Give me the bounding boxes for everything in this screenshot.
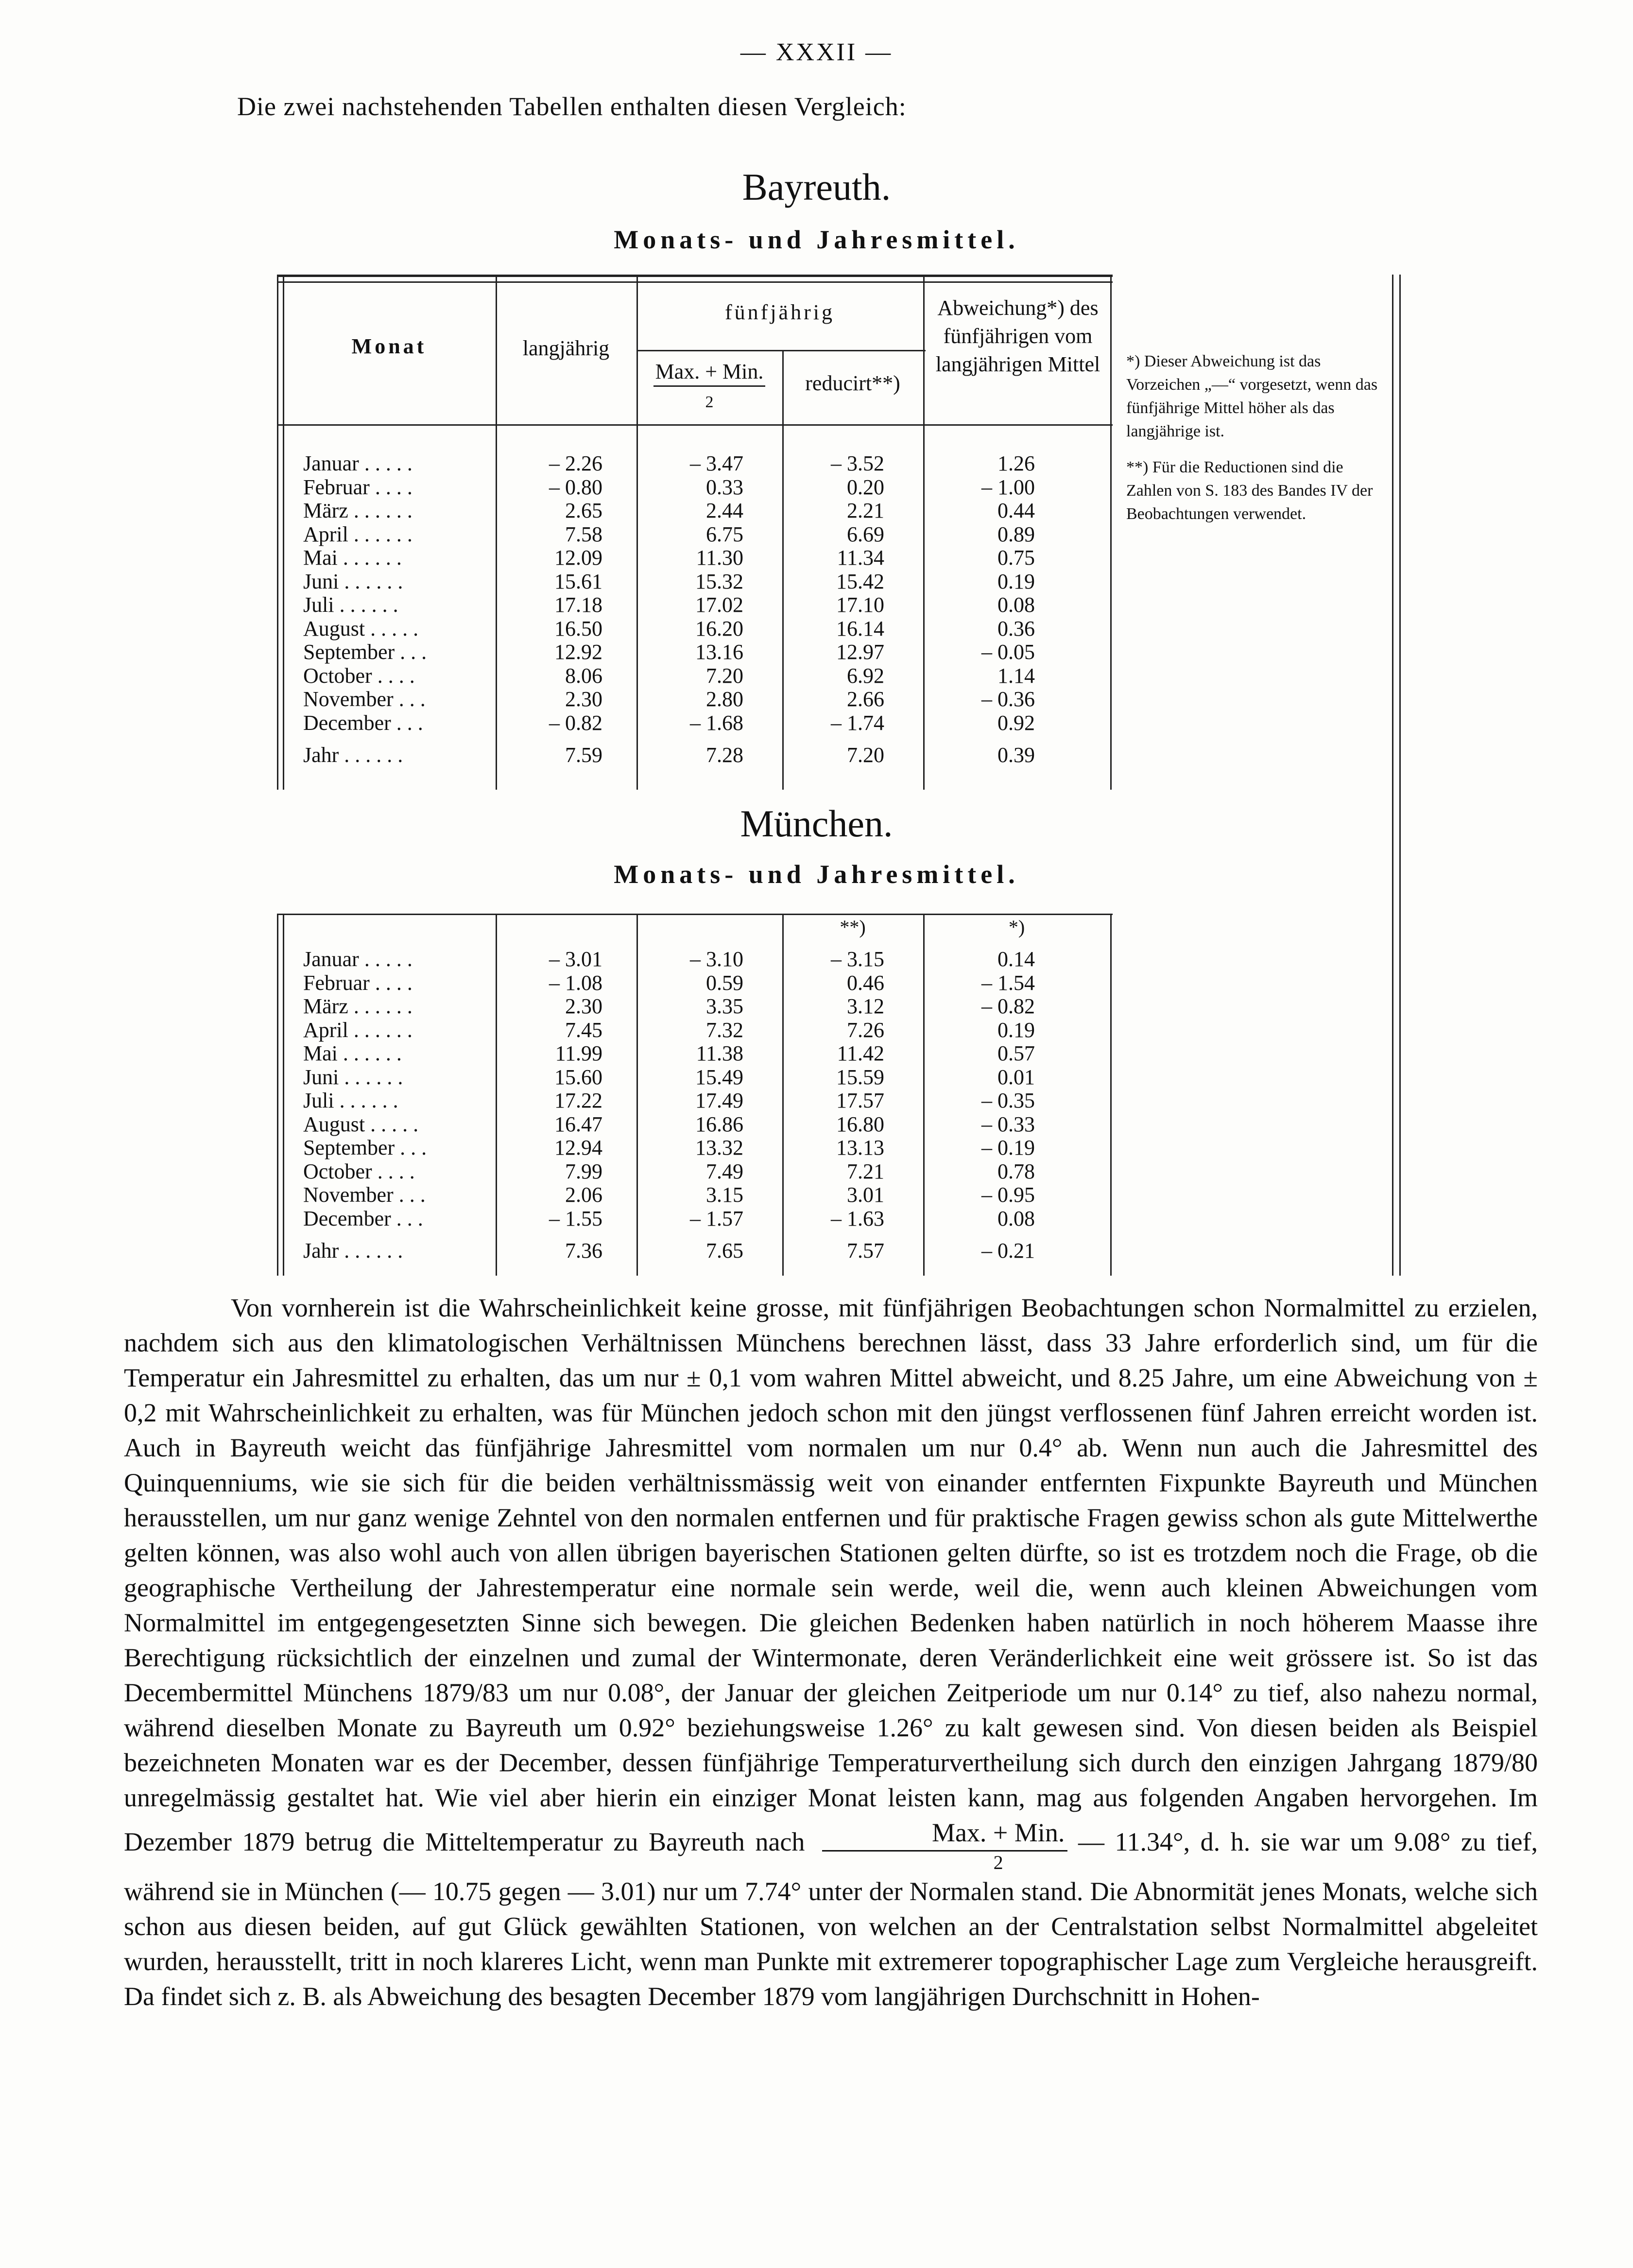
header-fuenfjaehrig: fünfjährig [725, 300, 835, 324]
cell-abweichung: 0.78 [997, 1159, 1035, 1183]
cell-langjaehrig: – 0.82 [549, 710, 602, 735]
table-row [277, 948, 1113, 971]
cell-maxmin: 0.59 [706, 970, 743, 995]
cell-langjaehrig: 12.09 [554, 546, 602, 570]
cell-abweichung: 0.57 [997, 1041, 1035, 1065]
cell-abweichung: 1.26 [997, 451, 1035, 475]
cell-abweichung: – 0.95 [981, 1183, 1035, 1207]
cell-maxmin: 7.32 [706, 1018, 743, 1042]
cell-abweichung: – 0.35 [981, 1089, 1035, 1112]
cell-reducirt: 7.20 [847, 743, 884, 767]
cell-reducirt: 13.13 [836, 1136, 884, 1160]
cell-month: Mai . . . . . . [303, 1041, 402, 1065]
cell-abweichung: – 0.33 [981, 1112, 1035, 1136]
cell-maxmin: 7.65 [706, 1239, 743, 1263]
frame-line [1392, 275, 1393, 1276]
cell-langjaehrig: – 1.08 [549, 970, 602, 995]
table-row [277, 1042, 1113, 1065]
cell-maxmin: 0.33 [706, 475, 743, 499]
cell-month: Jahr . . . . . . [303, 743, 403, 767]
cell-reducirt: 3.12 [847, 994, 884, 1018]
cell-reducirt: 7.57 [847, 1239, 884, 1263]
cell-month: April . . . . . . [303, 522, 413, 546]
cell-abweichung: – 0.82 [981, 994, 1035, 1018]
body-part1: Von vornherein ist die Wahrscheinlichkeit keine grosse, mit fünfjährigen Beobachtungen schon Normalmittel zu erzielen, nachdem sich aus den klimatologischen Verhältnissen Münchens berechnen lässt, dass 33 Jahre erforderlich sind, um für die Temperatur ein Jahresmittel zu erhalten, das um nur ± 0,1 vom wahren Mittel abweicht, und 8.25 Jahre, um eine Abweichung von ± 0,2 mit Wahrscheinlichkeit zu erhalten, was für München jedoch schon mit den jüngst verflossenen fünf Jahren erreicht worden ist. Auch in Bayreuth weicht das fünfjährige Jahresmittel vom normalen um nur 0.4° ab. Wenn nun auch die Jahresmittel des Quinquenniums, wie sie sich für die beiden verhältnissmässig weit von einander entfernten Fixpunkte Bayreuth und München herausstellen, um nur ganz wenige Zehntel von den normalen entfernen und für praktische Fragen gewiss schon als gute Mittelwerthe gelten können, was also wohl auch von allen übrigen bayerischen Stationen gelten dürfte, so ist es trotzdem noch die Frage, ob die geographische Vertheilung der Jahrestemperatur eine normale sein werde, weil die, wenn auch kleinen Abweichungen vom Normalmittel im entgegengesetzten Sinne sich bewegen. Die gleichen Bedenken haben natürlich in noch höherem Maasse ihre Berechtigung rücksichtlich der einzelnen und zumal der Wintermonate, deren Veränderlichkeit eine weit grössere ist. So ist das Decembermittel Münchens 1879/83 um nur 0.08°, der Januar der gleichen Zeitperiode um nur 0.14° zu tief, also nahezu normal, während dieselben Monate zu Bayreuth um 0.92° beziehungsweise 1.26° zu kalt gewesen sind. Von diesen beiden als Beispiel bezeichneten Monaten war es der December, dessen fünfjährige Temperaturvertheilung sich durch den einzigen Jahrgang 1879/80 unregelmässig gestaltet hat. Wie viel aber hierin ein einziger Monat leisten kann, mag aus folgenden Angaben hervorgehen. Im Dezember 1879 betrug die Mitteltemperatur zu Bayreuth nach [124, 1293, 1538, 1856]
header-langjaehrig: langjährig [522, 336, 610, 360]
cell-month: September . . . [303, 640, 427, 664]
footnote-sign: *) Dieser Abweichung ist das Vorzeichen „—“ vorgesetzt, wenn das fünfjährige Mittel höher als das langjährige ist. [1126, 352, 1378, 440]
cell-abweichung: 0.75 [997, 546, 1035, 570]
cell-maxmin: 11.30 [696, 546, 743, 570]
table-row [277, 711, 1113, 735]
cell-month: Jahr . . . . . . [303, 1239, 403, 1263]
cell-maxmin: 13.32 [695, 1136, 743, 1160]
header-abweichung: Abweichung*) des fünfjährigen vom langjährigen Mittel [935, 296, 1100, 376]
cell-maxmin: 17.02 [695, 593, 743, 617]
muenchen-subtitle: Monats- und Jahresmittel. [614, 860, 1019, 889]
cell-reducirt: 17.57 [836, 1089, 884, 1112]
cell-abweichung: – 0.36 [981, 687, 1035, 711]
cell-month: August . . . . . [303, 1112, 419, 1136]
cell-langjaehrig: 2.06 [565, 1183, 602, 1207]
cell-month: December . . . [303, 710, 423, 735]
header-maxmin [639, 358, 780, 416]
cell-langjaehrig: 7.99 [565, 1159, 602, 1183]
cell-maxmin: 15.32 [695, 569, 743, 593]
cell-langjaehrig: 12.92 [554, 640, 602, 664]
cell-maxmin: 7.49 [706, 1159, 743, 1183]
frame-line [1399, 275, 1401, 1276]
cell-reducirt: – 1.63 [831, 1206, 884, 1230]
cell-maxmin: 6.75 [706, 522, 743, 546]
body-part2: — 11.34°, d. h. sie war um 9.08° zu tief, während sie in München (— 10.75 gegen — 3.01) nur um 7.74° unter der Normalen stand. Die Abnormität jenes Monats, welche sich schon aus diesen beiden, auf gut Glück gewählten Stationen, von welchen an der Centralstation selbst Normalmittel abgeleitet wurden, herausstellt, tritt in noch klareres Licht, wenn man Punkte mit extremerer topographischer Lage zum Vergleiche herausgreift. Da findet sich z. B. als Abweichung des besagten December 1879 vom langjährigen Durchschnitt in Hohen- [124, 1827, 1538, 2011]
cell-month: Juni . . . . . . [303, 1065, 403, 1089]
table-row [277, 688, 1113, 711]
cell-langjaehrig: 7.58 [565, 522, 602, 546]
cell-abweichung: 0.19 [997, 569, 1035, 593]
cell-abweichung: 0.92 [997, 710, 1035, 735]
cell-langjaehrig: 8.06 [565, 663, 602, 688]
cell-abweichung: 0.89 [997, 522, 1035, 546]
table-row [277, 476, 1113, 499]
cell-month: October . . . . [303, 1159, 415, 1183]
table-row [277, 1113, 1113, 1136]
cell-abweichung: 0.44 [997, 499, 1035, 522]
cell-langjaehrig: 2.65 [565, 499, 602, 522]
cell-abweichung: – 0.19 [981, 1136, 1035, 1160]
cell-maxmin: – 3.47 [690, 451, 743, 475]
table-row [277, 995, 1113, 1018]
cell-maxmin: – 1.57 [690, 1206, 743, 1230]
cell-month: Januar . . . . . [303, 451, 413, 475]
cell-abweichung: – 0.05 [981, 640, 1035, 664]
cell-langjaehrig: 16.47 [554, 1112, 602, 1136]
cell-maxmin: 7.28 [706, 743, 743, 767]
cell-month: October . . . . [303, 663, 415, 688]
cell-month: März . . . . . . [303, 499, 413, 522]
cell-month: Februar . . . . [303, 970, 413, 995]
cell-langjaehrig: 7.59 [565, 743, 602, 767]
table-row [277, 499, 1113, 522]
cell-month: November . . . [303, 1183, 426, 1207]
fraction-numerator: Max. + Min. [822, 1815, 1067, 1852]
cell-abweichung: 0.08 [997, 1206, 1035, 1230]
cell-maxmin: 15.49 [695, 1065, 743, 1089]
table-row [277, 570, 1113, 593]
cell-abweichung: 0.08 [997, 593, 1035, 617]
table-row [277, 617, 1113, 641]
cell-abweichung: 0.19 [997, 1018, 1035, 1042]
cell-langjaehrig: 2.30 [565, 994, 602, 1018]
side-notes [1126, 350, 1389, 538]
table-row [277, 1183, 1113, 1207]
cell-maxmin: 7.20 [706, 663, 743, 688]
cell-langjaehrig: 2.30 [565, 687, 602, 711]
header-reducirt: reducirt**) [805, 371, 900, 395]
cell-reducirt: 12.97 [836, 640, 884, 664]
cell-langjaehrig: 11.99 [555, 1041, 602, 1065]
table-row [277, 971, 1113, 995]
cell-reducirt: 0.46 [847, 970, 884, 995]
cell-langjaehrig: 7.45 [565, 1018, 602, 1042]
cell-reducirt: 0.20 [847, 475, 884, 499]
year-row [277, 1239, 1113, 1263]
cell-month: December . . . [303, 1206, 423, 1230]
cell-reducirt: 2.66 [847, 687, 884, 711]
cell-abweichung: 1.14 [997, 663, 1035, 688]
cell-reducirt: 11.34 [837, 546, 884, 570]
table-row [277, 641, 1113, 664]
table-row [277, 523, 1113, 546]
cell-reducirt: 16.80 [836, 1112, 884, 1136]
cell-maxmin: 16.86 [695, 1112, 743, 1136]
cell-reducirt: – 3.15 [831, 947, 884, 971]
cell-month: Januar . . . . . [303, 947, 413, 971]
cell-reducirt: 2.21 [847, 499, 884, 522]
cell-month: September . . . [303, 1136, 427, 1160]
intro-text: Die zwei nachstehenden Tabellen enthalten diesen Vergleich: [237, 92, 907, 121]
cell-langjaehrig: 15.60 [554, 1065, 602, 1089]
cell-abweichung: 0.39 [997, 743, 1035, 767]
cell-maxmin: – 3.10 [690, 947, 743, 971]
bayreuth-table [277, 275, 1113, 790]
cell-reducirt: 11.42 [837, 1041, 884, 1065]
footnote-reductions: **) Für die Reductionen sind die Zahlen von S. 183 des Bandes IV der Beobachtungen verwendet. [1126, 458, 1373, 523]
mark-abweichung: *) [1008, 916, 1025, 938]
cell-month: November . . . [303, 687, 426, 711]
cell-abweichung: 0.01 [997, 1065, 1035, 1089]
table-row [277, 1160, 1113, 1183]
cell-abweichung: 0.14 [997, 947, 1035, 971]
table-row [277, 452, 1113, 475]
body-text [124, 1290, 1538, 2014]
cell-reducirt: 3.01 [847, 1183, 884, 1207]
cell-month: Juni . . . . . . [303, 569, 403, 593]
cell-month: März . . . . . . [303, 994, 413, 1018]
cell-maxmin: 13.16 [695, 640, 743, 664]
table-row [277, 1136, 1113, 1160]
cell-maxmin: 2.44 [706, 499, 743, 522]
table-row [277, 664, 1113, 688]
cell-reducirt: 6.92 [847, 663, 884, 688]
cell-month: April . . . . . . [303, 1018, 413, 1042]
cell-maxmin: 2.80 [706, 687, 743, 711]
cell-reducirt: 7.26 [847, 1018, 884, 1042]
cell-langjaehrig: 16.50 [554, 616, 602, 641]
cell-maxmin: 17.49 [695, 1089, 743, 1112]
cell-langjaehrig: 17.22 [554, 1089, 602, 1112]
cell-reducirt: 7.21 [847, 1159, 884, 1183]
table-row [277, 1089, 1113, 1112]
cell-langjaehrig: – 3.01 [549, 947, 602, 971]
cell-langjaehrig: – 2.26 [549, 451, 602, 475]
page-number: — XXXII — [740, 38, 893, 66]
cell-reducirt: 6.69 [847, 522, 884, 546]
cell-langjaehrig: 15.61 [554, 569, 602, 593]
cell-langjaehrig: – 1.55 [549, 1206, 602, 1230]
cell-month: August . . . . . [303, 616, 419, 641]
bayreuth-title: Bayreuth. [742, 166, 891, 208]
header-monat: Monat [351, 334, 427, 358]
table-row [277, 1207, 1113, 1230]
cell-month: Mai . . . . . . [303, 546, 402, 570]
fraction-denominator: 2 [993, 1852, 1003, 1873]
table-row [277, 546, 1113, 570]
year-row [277, 744, 1113, 767]
bayreuth-subtitle: Monats- und Jahresmittel. [614, 225, 1019, 254]
cell-maxmin: – 1.68 [690, 710, 743, 735]
cell-reducirt: – 3.52 [831, 451, 884, 475]
cell-reducirt: – 1.74 [831, 710, 884, 735]
cell-reducirt: 15.42 [836, 569, 884, 593]
cell-langjaehrig: 17.18 [554, 593, 602, 617]
cell-maxmin: 11.38 [696, 1041, 743, 1065]
cell-month: Juli . . . . . . [303, 1089, 398, 1112]
cell-month: Februar . . . . [303, 475, 413, 499]
header-maxmin-numerator: Max. + Min. [653, 358, 766, 387]
mark-reducirt: **) [840, 916, 866, 938]
table-row [277, 1066, 1113, 1089]
cell-reducirt: 15.59 [836, 1065, 884, 1089]
cell-abweichung: – 1.00 [981, 475, 1035, 499]
cell-abweichung: – 1.54 [981, 970, 1035, 995]
muenchen-title: München. [740, 802, 893, 845]
table-row [277, 1019, 1113, 1042]
max-min-fraction [822, 1815, 1067, 1874]
cell-maxmin: 3.15 [706, 1183, 743, 1207]
cell-langjaehrig: 12.94 [554, 1136, 602, 1160]
cell-reducirt: 17.10 [836, 593, 884, 617]
cell-langjaehrig: – 0.80 [549, 475, 602, 499]
body-paragraph [124, 1290, 1538, 2014]
cell-reducirt: 16.14 [836, 616, 884, 641]
cell-langjaehrig: 7.36 [565, 1239, 602, 1263]
table-row [277, 593, 1113, 617]
cell-abweichung: – 0.21 [981, 1239, 1035, 1263]
cell-abweichung: 0.36 [997, 616, 1035, 641]
cell-maxmin: 3.35 [706, 994, 743, 1018]
muenchen-table [277, 914, 1113, 1276]
cell-month: Juli . . . . . . [303, 593, 398, 617]
header-maxmin-denominator: 2 [705, 393, 714, 411]
cell-maxmin: 16.20 [695, 616, 743, 641]
